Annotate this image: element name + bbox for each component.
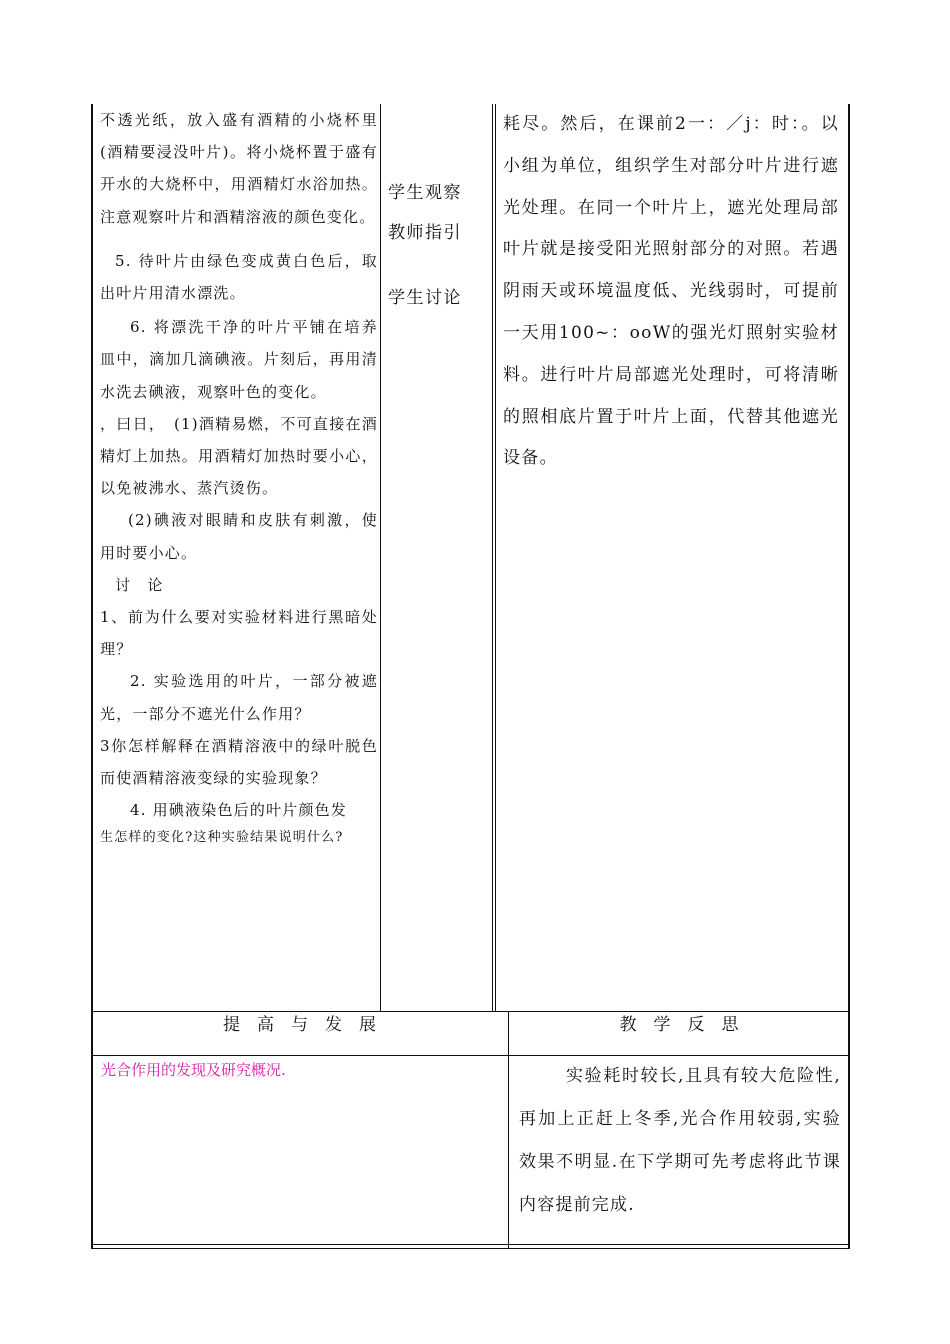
teacher-notes: 耗尽。然后，在课前2一：／j：时：。以小组为单位，组织学生对部分叶片进行遮光处理。在同一个叶片上，遮光处理局部叶片就是接受阳光照射部分的对照。若遇阴雨天或环境温度低、光线弱时，可提前一天用100~：ooW的强光灯照射实验材料。进行叶片局部遮光处理时，可将清晰的照相底片置于叶片上面，代替其他遮光设备。 [503,114,839,469]
extension-content: 光合作用的发现及研究概况. [101,1061,286,1079]
safety-note-2: (2)碘液对眼睛和皮肤有刺激，使用时要小心。 [100,511,378,562]
reflection-content [519,1055,841,1227]
col-divider-1 [380,104,381,1012]
discussion-title: 讨 论 [115,575,164,594]
procedure-step-5: 5. 待叶片由绿色变成黄白色后，取出叶片用清水漂洗。 [100,251,378,303]
table-border-bottom [91,1244,850,1245]
activity-teacher-guide: 教师指引 [388,223,462,243]
col-divider-2a [492,104,493,1012]
discussion-question-2: 2. 实验选用的叶片，一部分被遮光，一部分不遮光什么作用？ [100,672,378,723]
col-divider-bottom [508,1011,509,1248]
extension-header: 提 高 与 发 展 [223,1015,376,1035]
discussion-question-4b: 生怎样的变化?这种实验结果说明什么? [100,830,344,846]
discussion-question-3: 3你怎样解释在酒精溶液中的绿叶脱色而使酒精溶液变绿的实验现象？ [100,736,378,788]
discussion-question-4a: 4. 用碘液染色后的叶片颜色发 [130,801,348,820]
table-border-bottom-2 [91,1248,850,1249]
table-border-left [91,104,93,1249]
reflection-text: 实验耗时较长,且具有较大危险性,再加上正赶上冬季,光合作用较弱,实验效果不明显.在下学期可先考虑将此节课内容提前完成. [519,1066,841,1215]
reflection-header: 教 学 反 思 [619,1015,739,1035]
activity-student-observe: 学生观察 [388,183,462,203]
procedure-paragraph: 不透光纸，放入盛有酒精的小烧杯里(酒精要浸没叶片)。将小烧杯置于盛有开水的大烧杯中，用酒精灯水浴加热。注意观察叶片和酒精溶液的颜色变化。 [100,111,378,226]
activity-student-discuss: 学生讨论 [388,288,462,308]
procedure-step-6: 6. 将漂洗干净的叶片平铺在培养皿中，滴加几滴碘液。片刻后，再用清水洗去碘液，观察叶色的变化。 [100,318,378,401]
table-border-right [848,104,850,1249]
right-column-content [503,104,839,480]
safety-note-1: ，曰日， (1)酒精易燃，不可直接在酒精灯上加热。用酒精灯加热时要小心，以免被沸水、蒸汽烫伤。 [100,414,378,498]
discussion-question-1: 1、前为什么要对实验材料进行黑暗处理？ [100,608,378,659]
col-divider-2b [495,104,496,1012]
left-column-content [100,104,378,850]
